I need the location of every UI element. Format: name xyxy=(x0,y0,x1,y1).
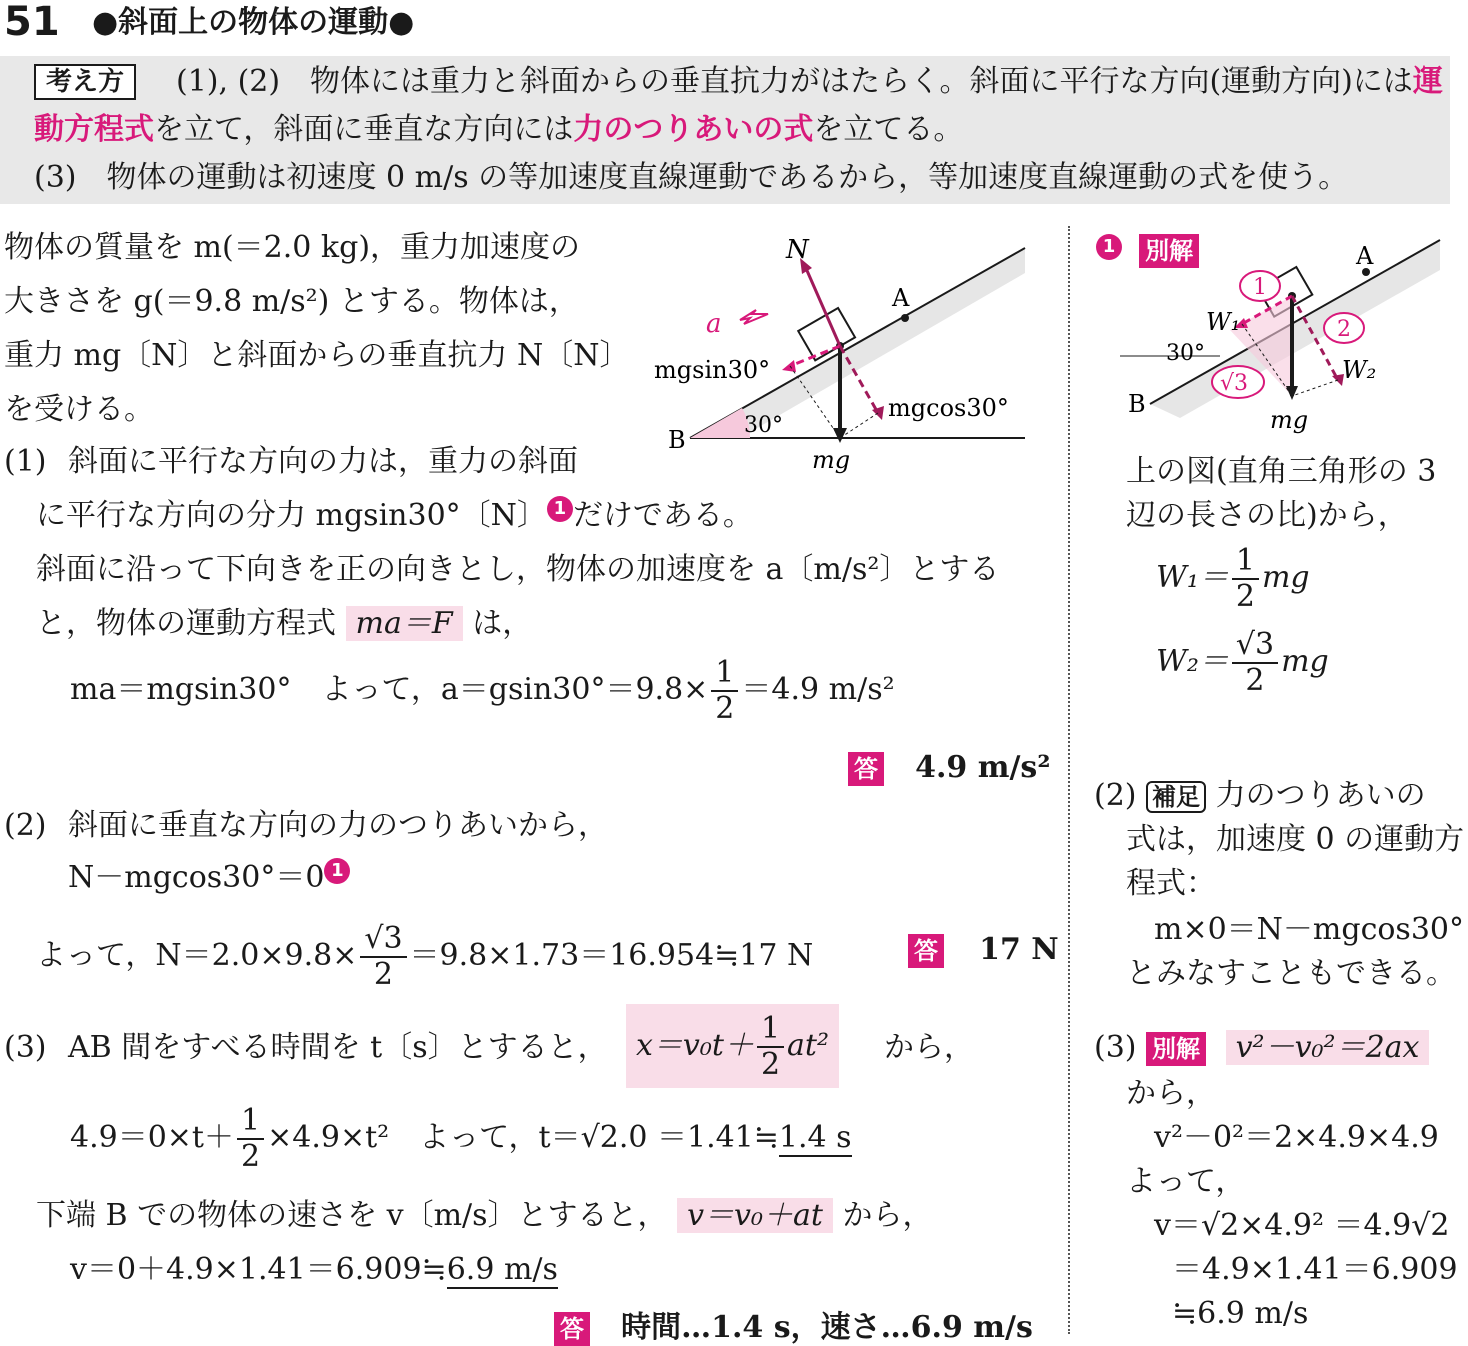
intro-line-3: 重力 mg〔N〕と斜面からの垂直抗力 N〔N〕 xyxy=(4,338,630,373)
side-diagram-circle-1: 1 xyxy=(1253,275,1267,300)
p3-line-2: 下端 B での物体の速さを v〔m/s〕とすると， v＝v₀＋at から， xyxy=(36,1198,933,1233)
thinking-line-2: 動方程式を立て，斜面に垂直な方向には力のつりあいの式を立てる。 xyxy=(34,112,964,147)
side-s3-line-1: (3) 別解 v²－v₀²＝2ax xyxy=(1094,1028,1429,1068)
side-s3-equation-3: ＝4.9×1.41＝6.909 xyxy=(1172,1252,1458,1287)
incline-diagram xyxy=(640,228,1060,478)
answer-badge-2: 答 xyxy=(908,934,944,968)
intro-line-1: 物体の質量を m(＝2.0 kg)，重力加速度の xyxy=(4,230,581,265)
side-note-number: 1 xyxy=(1096,234,1122,260)
side-s2-line-2: 式は，加速度 0 の運動方 xyxy=(1126,822,1465,857)
p1-line-3: 斜面に沿って下向きを正の向きとし，物体の加速度を a〔m/s²〕とする xyxy=(36,552,1000,587)
side-s3-equation-1: v²－0²＝2×4.9×4.9 xyxy=(1154,1120,1439,1155)
supplement-badge: 補足 xyxy=(1146,781,1206,813)
intro-line-2: 大きさを g(＝9.8 m/s²) とする。物体は， xyxy=(4,284,579,319)
p2-label: (2) xyxy=(4,808,47,843)
p1-equation: ma＝mgsin30° よって，a＝gsin30°＝9.8× $\frac{1}{2}$ ＝4.9 m/s² xyxy=(70,655,895,726)
answer-badge-3: 答 xyxy=(554,1312,590,1346)
problem-number: 51 xyxy=(4,0,60,45)
answer-badge: 答 xyxy=(848,752,884,786)
diagram-mg-label: mg xyxy=(812,446,851,474)
diagram-B-label: B xyxy=(668,426,686,454)
side-s3-line-3: よって， xyxy=(1126,1164,1246,1199)
p1-answer: 答 4.9 m/s² xyxy=(848,750,1050,786)
p2-equation-1: N－mgcos30°＝0 1 xyxy=(68,858,350,898)
side-diagram-B-label: B xyxy=(1128,390,1146,418)
side-text-2: 辺の長さの比)から， xyxy=(1126,498,1408,533)
side-w2-formula: W₂＝ $\frac{√3}{2}$ mg xyxy=(1156,627,1329,698)
p1-line-2: に平行な方向の分力 mgsin30°〔N〕 1 だけである。 xyxy=(36,498,753,533)
p2-line-1: 斜面に垂直な方向の力のつりあいから， xyxy=(68,808,608,843)
p3-equation-1: 4.9＝0×t＋ $\frac{1}{2}$ ×4.9×t² よって，t＝√2.0 ＝1.41≒1.4 s xyxy=(70,1103,852,1174)
note-1-marker-2: 1 xyxy=(324,858,350,884)
p1-line-4: と，物体の運動方程式 ma＝F は， xyxy=(36,606,533,641)
velocity-formula-box: v＝v₀＋at xyxy=(677,1198,833,1233)
side-s3-line-2: から， xyxy=(1126,1076,1216,1111)
diagram-a-label: a xyxy=(706,309,722,339)
side-text-1: 上の図(直角三角形の 3 xyxy=(1126,454,1437,489)
column-divider xyxy=(1068,226,1070,1334)
note-1-marker: 1 xyxy=(547,496,573,522)
side-diagram xyxy=(1100,236,1456,436)
side-s2-line-4: とみなすこともできる。 xyxy=(1126,956,1456,991)
p2-equation-2: よって，N＝2.0×9.8× $\frac{√3}{2}$ ＝9.8×1.73＝16.954≒17 N xyxy=(36,921,814,992)
side-diagram-mg-label: mg xyxy=(1270,406,1309,434)
alt-solution-badge-2: 別解 xyxy=(1146,1032,1206,1066)
p3-answer: 答 時間…1.4 s，速さ…6.9 m/s xyxy=(554,1302,1033,1346)
diagram-mgcos-label: mgcos30° xyxy=(888,394,1009,422)
thinking-line-3: (3) 物体の運動は初速度 0 m/s の等加速度直線運動であるから，等加速度直線運動の式を使う。 xyxy=(34,160,1349,195)
side-s3-equation-2: v＝√2×4.9² ＝4.9√2 xyxy=(1154,1208,1450,1243)
side-s2-line-1: (2) 補足 力のつりあいの xyxy=(1094,778,1426,813)
side-diagram-W1-label: W₁ xyxy=(1206,308,1241,336)
diagram-mgsin-label: mgsin30° xyxy=(654,356,771,384)
side-diagram-circle-2: 2 xyxy=(1337,317,1351,342)
alt-solution-badge: 別解 xyxy=(1139,234,1199,268)
diagram-angle-label: 30° xyxy=(744,413,783,438)
diagram-N-label: N xyxy=(786,235,809,265)
side-s3-equation-4: ≒6.9 m/s xyxy=(1172,1296,1309,1331)
thinking-badge: 考え方 xyxy=(34,64,136,100)
p2-answer: 答 17 N xyxy=(908,932,1059,968)
p1-line-1: 斜面に平行な方向の力は，重力の斜面 xyxy=(68,444,578,479)
side-s2-equation: m×0＝N－mgcos30° xyxy=(1154,912,1465,947)
displacement-formula-box: x＝v₀t＋ $\frac{1}{2}$ at² xyxy=(626,1004,839,1088)
p3-equation-2: v＝0＋4.9×1.41＝6.909≒6.9 m/s xyxy=(70,1252,558,1287)
side-s2-line-3: 程式： xyxy=(1126,866,1216,901)
intro-line-4: を受ける。 xyxy=(4,392,154,427)
side-formula-box: v²－v₀²＝2ax xyxy=(1226,1030,1430,1065)
diagram-A-label: A xyxy=(892,284,910,312)
side-diagram-W2-label: W₂ xyxy=(1342,356,1377,384)
p3-label: (3) xyxy=(4,1030,47,1065)
thinking-line-1: (1), (2) 物体には重力と斜面からの垂直抗力がはたらく。斜面に平行な方向(運動方向)には運 xyxy=(176,64,1443,99)
side-diagram-circle-3: √3 xyxy=(1220,371,1249,396)
side-diagram-angle-label: 30° xyxy=(1166,341,1205,366)
p3-line-1: AB 間をすべる時間を t〔s〕とすると， xyxy=(68,1030,608,1065)
p3-line-1-end: から， xyxy=(884,1030,974,1065)
problem-title: ●斜面上の物体の運動● xyxy=(92,5,415,40)
equation-of-motion-box: ma＝F xyxy=(346,606,463,641)
side-diagram-A-label: A xyxy=(1356,242,1374,270)
side-w1-formula: W₁＝ $\frac{1}{2}$ mg xyxy=(1156,543,1310,614)
p1-label: (1) xyxy=(4,444,47,479)
